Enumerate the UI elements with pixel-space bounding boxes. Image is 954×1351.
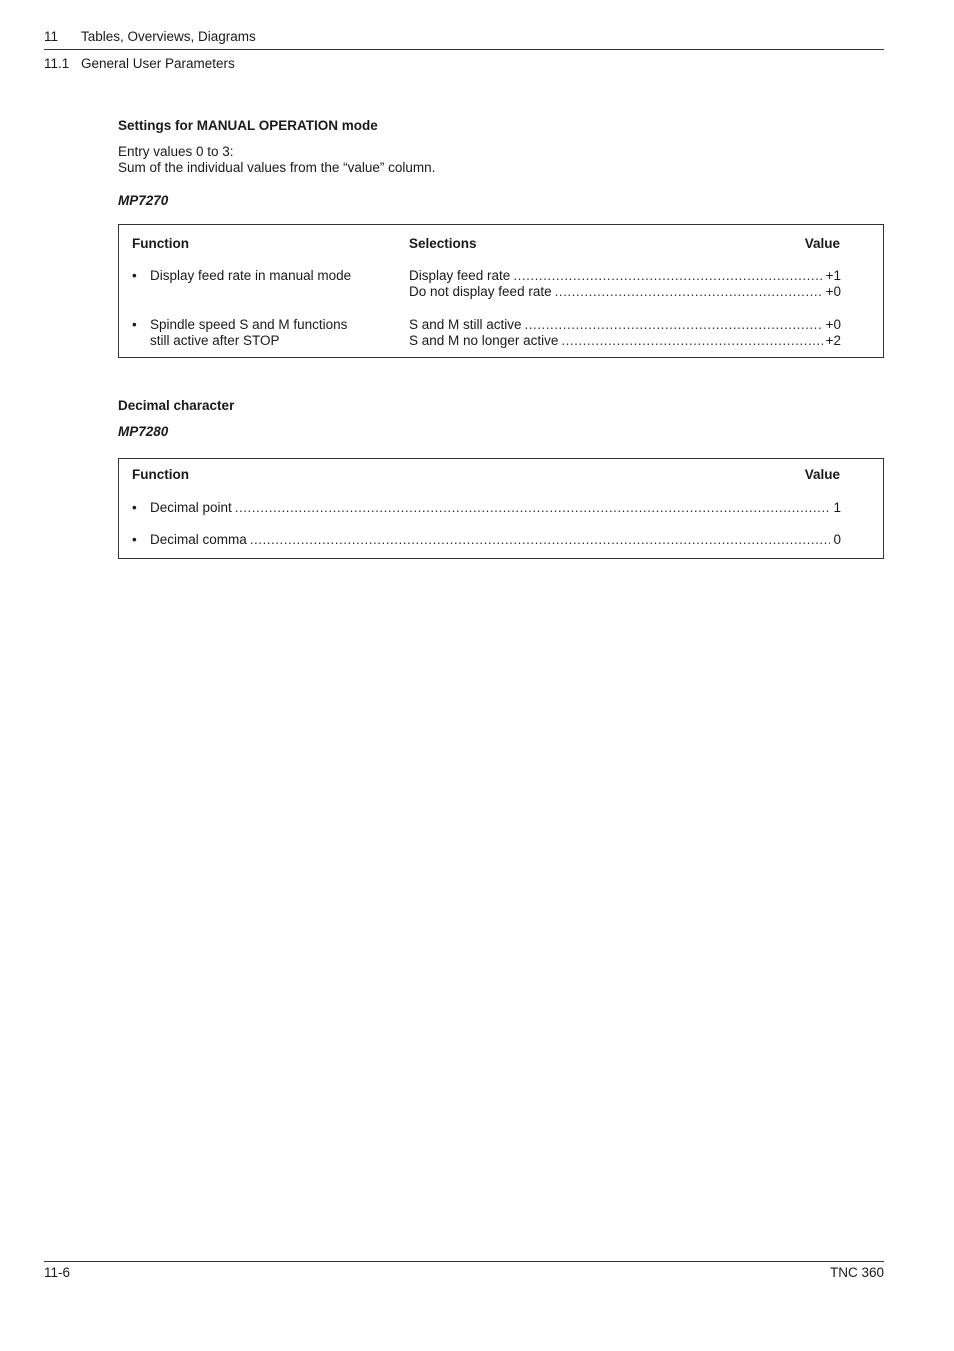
- chapter-header: [44, 29, 256, 44]
- table-row: [150, 532, 841, 547]
- option-value: +0: [825, 284, 841, 299]
- option-row: [409, 284, 841, 299]
- page-number: 11-6: [44, 1265, 71, 1280]
- section-header: [44, 56, 235, 71]
- option-label: Decimal comma: [150, 532, 247, 547]
- leader-dots: [561, 333, 822, 348]
- decimal-heading: Decimal character: [118, 398, 235, 413]
- option-row: [409, 268, 841, 283]
- option-value: +1: [825, 268, 841, 283]
- header-rule: [44, 49, 884, 50]
- manual-op-intro-2: Sum of the individual values from the “value” column.: [118, 160, 436, 175]
- option-label: Do not display feed rate: [409, 284, 552, 299]
- option-label: Display feed rate: [409, 268, 511, 283]
- param-mp7280: MP7280: [118, 424, 169, 439]
- col-value-header: Value: [804, 236, 840, 251]
- mp7270-table: [118, 224, 884, 358]
- param-mp7270: MP7270: [118, 193, 169, 208]
- product-name: TNC 360: [829, 1265, 884, 1280]
- option-label: Decimal point: [150, 500, 232, 515]
- chapter-title: Tables, Overviews, Diagrams: [81, 29, 256, 44]
- col-function-header: Function: [132, 236, 189, 251]
- option-value: +0: [825, 317, 841, 332]
- manual-op-intro-1: Entry values 0 to 3:: [118, 144, 234, 159]
- section-title: General User Parameters: [81, 56, 235, 71]
- col-value-header: Value: [804, 467, 840, 482]
- leader-dots: [555, 284, 823, 299]
- leader-dots: [525, 317, 823, 332]
- chapter-number: 11: [44, 29, 59, 44]
- bullet-icon: •: [132, 532, 137, 547]
- manual-op-heading: Settings for MANUAL OPERATION mode: [118, 118, 378, 133]
- footer-rule: [44, 1261, 884, 1262]
- col-function-header: Function: [132, 467, 189, 482]
- option-label: S and M still active: [409, 317, 522, 332]
- option-label: S and M no longer active: [409, 333, 559, 348]
- option-row: [409, 317, 841, 332]
- bullet-icon: •: [132, 268, 137, 283]
- table-row: [150, 500, 841, 515]
- mp7280-table: [118, 458, 884, 559]
- bullet-icon: •: [132, 317, 137, 332]
- option-value: 1: [833, 500, 841, 515]
- option-value: +2: [825, 333, 841, 348]
- leader-dots: [513, 268, 822, 283]
- leader-dots: [235, 500, 831, 515]
- function-text: Spindle speed S and M functions: [150, 317, 348, 332]
- function-text: Display feed rate in manual mode: [150, 268, 352, 283]
- function-text-cont: still active after STOP: [150, 333, 280, 348]
- option-value: 0: [833, 532, 841, 547]
- col-selections-header: Selections: [409, 236, 477, 251]
- section-number: 11.1: [44, 56, 70, 71]
- leader-dots: [250, 532, 831, 547]
- bullet-icon: •: [132, 500, 137, 515]
- option-row: [409, 333, 841, 348]
